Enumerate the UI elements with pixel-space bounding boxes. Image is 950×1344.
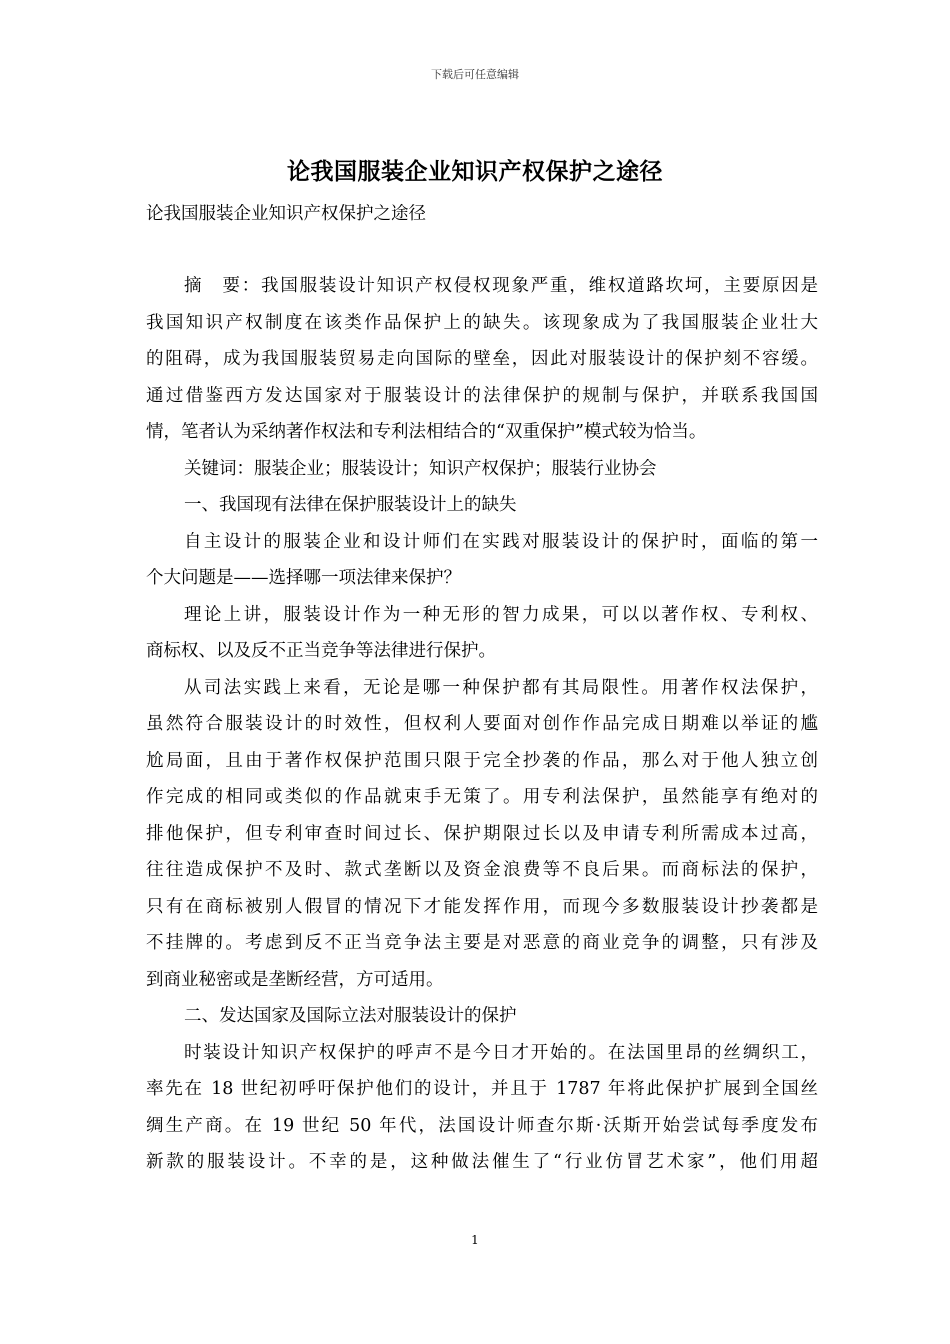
text-line: 商标权、以及反不正当竞争等法律进行保护。	[146, 641, 496, 661]
text-line: 新款的服装设计。不幸的是，这种做法催生了“行业仿冒艺术家”，他们用超	[146, 1152, 818, 1172]
text-line: 只有在商标被别人假冒的情况下才能发挥作用，而现今多数服装设计抄袭都是	[146, 896, 818, 917]
text-line: 通过借鉴西方发达国家对于服装设计的法律保护的规制与保护，并联系我国国	[146, 385, 818, 406]
document-title: 论我国服装企业知识产权保护之途径	[287, 158, 663, 185]
body-text	[146, 268, 818, 1181]
text-line: 关键词：服装企业；服装设计；知识产权保护；服装行业协会	[184, 458, 657, 479]
text-line: 作完成的相同或类似的作品就束手无策了。用专利法保护，虽然能享有绝对的	[146, 787, 818, 807]
text-line: 绸生产商。在 19 世纪 50 年代，法国设计师查尔斯·沃斯开始尝试每季度发布	[146, 1115, 818, 1136]
text-line: 摘 要：我国服装设计知识产权侵权现象严重，维权道路坎坷，主要原因是	[184, 276, 818, 296]
text-line: 排他保护，但专利审查时间过长、保护期限过长以及申请专利所需成本过高，	[146, 823, 818, 844]
text-line: 我国知识产权制度在该类作品保护上的缺失。该现象成为了我国服装企业壮大	[146, 312, 818, 333]
text-line: 虽然符合服装设计的时效性，但权利人要面对创作作品完成日期难以举证的尴	[146, 714, 818, 734]
text-line: 的阻碍，成为我国服装贸易走向国际的壁垒，因此对服装设计的保护刻不容缓。	[146, 349, 818, 369]
text-line: 情，笔者认为采纳著作权法和专利法相结合的“双重保护”模式较为恰当。	[146, 422, 707, 442]
text-line: 一、我国现有法律在保护服装设计上的缺失	[184, 495, 517, 515]
text-line: 到商业秘密或是垄断经营，方可适用。	[146, 969, 444, 990]
text-line: 自主设计的服装企业和设计师们在实践对服装设计的保护时，面临的第一	[184, 531, 818, 552]
text-line: 率先在 18 世纪初呼吁保护他们的设计，并且于 1787 年将此保护扩展到全国丝	[146, 1079, 818, 1099]
page-header: 下载后可任意编辑	[431, 68, 519, 81]
text-line: 不挂牌的。考虑到反不正当竞争法主要是对恶意的商业竞争的调整，只有涉及	[146, 933, 818, 953]
text-line: 时装设计知识产权保护的呼声不是今日才开始的。在法国里昂的丝绸织工，	[184, 1042, 818, 1063]
text-line: 尬局面，且由于著作权保护范围只限于完全抄袭的作品，那么对于他人独立创	[146, 750, 818, 771]
text-line: 个大问题是——选择哪一项法律来保护？	[146, 568, 461, 588]
document-subtitle: 论我国服装企业知识产权保护之途径	[146, 204, 426, 224]
text-line: 二、发达国家及国际立法对服装设计的保护	[184, 1006, 517, 1026]
page-number: 1	[471, 1233, 479, 1247]
text-line: 往往造成保护不及时、款式垄断以及资金浪费等不良后果。而商标法的保护，	[146, 860, 818, 880]
text-line: 从司法实践上来看，无论是哪一种保护都有其局限性。用著作权法保护，	[184, 677, 818, 698]
text-line: 理论上讲，服装设计作为一种无形的智力成果，可以以著作权、专利权、	[184, 604, 818, 625]
